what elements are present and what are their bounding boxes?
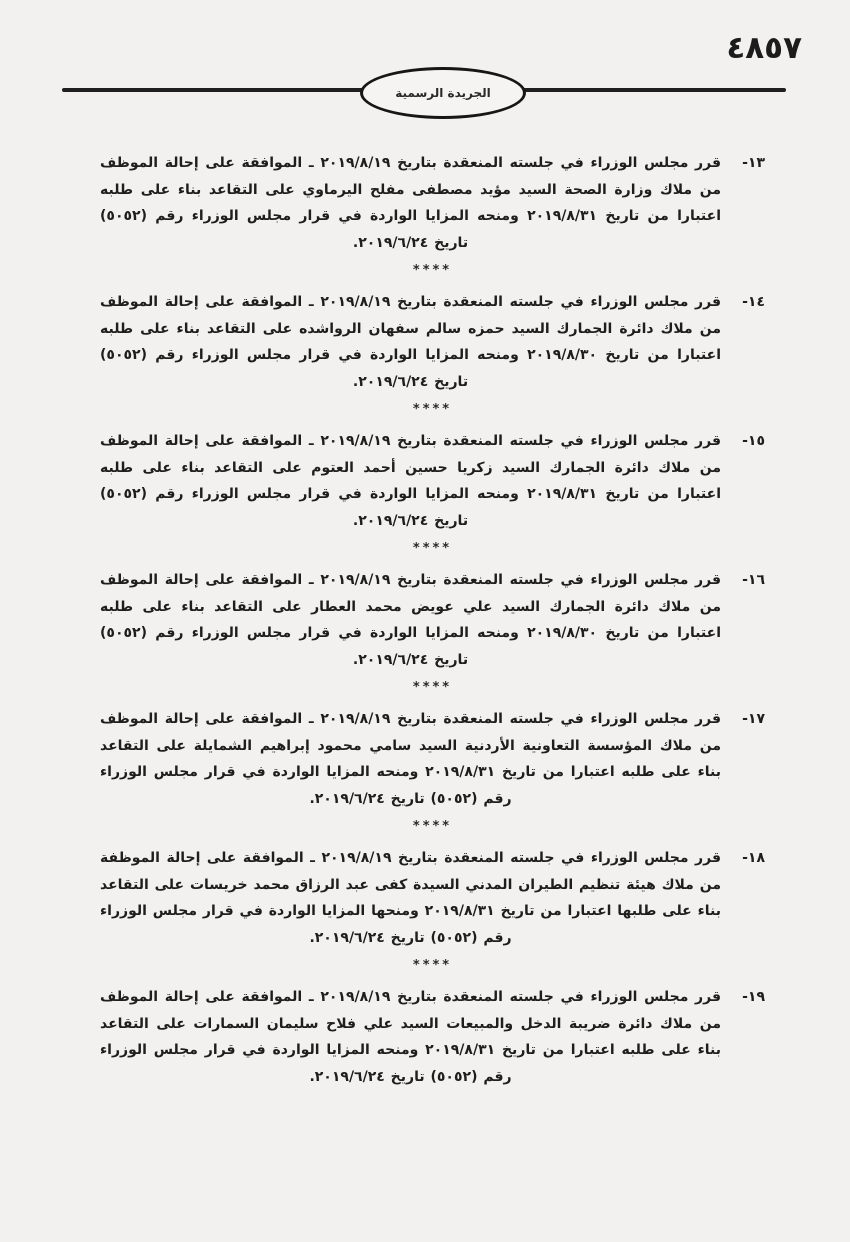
item-number: ١٦- <box>742 572 765 588</box>
item-text: قرر مجلس الوزراء في جلسته المنعقدة بتاريخ ٢٠١٩/٨/١٩ ـ الموافقة على إحالة الموظف من ملاك وزارة الصحة السيد مؤيد مصطفى مفلح اليرماوي على التقاعد بناء على طلبه اعتبارا من تاريخ ٢٠١٩/٨/٣١ ومنحه المزايا الواردة في قرار مجلس الوزراء رقم (٥٠٥٢) تاريخ ٢٠١٩/٦/٢٤. <box>100 155 721 251</box>
item-text: قرر مجلس الوزراء في جلسته المنعقدة بتاريخ ٢٠١٩/٨/١٩ ـ الموافقة على إحالة الموظف من ملاك دائرة الجمارك السيد زكريا حسين أحمد العتوم على التقاعد بناء على طلبه اعتبارا من تاريخ ٢٠١٩/٨/٣١ ومنحه المزايا الواردة في قرار مجلس الوزراء رقم (٥٠٥٢) تاريخ ٢٠١٩/٦/٢٤. <box>100 433 721 529</box>
gazette-title: الجريدة الرسمية <box>395 86 491 100</box>
item-number: ١٣- <box>742 155 765 171</box>
asterisk-separator: **** <box>412 402 453 417</box>
item-number: ١٤- <box>742 294 765 310</box>
asterisk-separator: **** <box>412 680 453 695</box>
asterisk-separator: **** <box>412 958 453 973</box>
header <box>62 86 786 100</box>
item-number: ١٥- <box>742 433 765 449</box>
decision-item <box>100 567 765 673</box>
item-number: ١٩- <box>742 989 765 1005</box>
item-number: ١٨- <box>742 850 765 866</box>
decisions-list <box>100 150 765 1090</box>
decision-item <box>100 428 765 534</box>
asterisk-separator: **** <box>412 819 453 834</box>
item-text: قرر مجلس الوزراء في جلسته المنعقدة بتاريخ ٢٠١٩/٨/١٩ ـ الموافقة على إحالة الموظف من ملاك المؤسسة التعاونية الأردنية السيد سامي محمود إبراهيم الشمايلة على التقاعد بناء على طلبه اعتبارا من تاريخ ٢٠١٩/٨/٣١ ومنحه المزايا الواردة في قرار مجلس الوزراء رقم (٥٠٥٢) تاريخ ٢٠١٩/٦/٢٤. <box>100 711 722 807</box>
item-text: قرر مجلس الوزراء في جلسته المنعقدة بتاريخ ٢٠١٩/٨/١٩ ـ الموافقة على إحالة الموظف من ملاك دائرة الجمارك السيد حمزه سالم سفهان الرواشده على التقاعد بناء على طلبه اعتبارا من تاريخ ٢٠١٩/٨/٣٠ ومنحه المزايا الواردة في قرار مجلس الوزراء رقم (٥٠٥٢) تاريخ ٢٠١٩/٦/٢٤. <box>100 294 721 390</box>
item-text: قرر مجلس الوزراء في جلسته المنعقدة بتاريخ ٢٠١٩/٨/١٩ ـ الموافقة على إحالة الموظف من ملاك دائرة ضريبة الدخل والمبيعات السيد علي فلاح سليمان السمارات على التقاعد بناء على طلبه اعتبارا من تاريخ ٢٠١٩/٨/٣١ ومنحه المزايا الواردة في قرار مجلس الوزراء رقم (٥٠٥٢) تاريخ ٢٠١٩/٦/٢٤. <box>100 989 722 1085</box>
decision-item <box>100 289 765 395</box>
gazette-title-badge <box>360 67 526 119</box>
decision-item <box>100 706 765 812</box>
decision-item <box>100 150 765 256</box>
item-number: ١٧- <box>742 711 765 727</box>
item-text: قرر مجلس الوزراء في جلسته المنعقدة بتاريخ ٢٠١٩/٨/١٩ ـ الموافقة على إحالة الموظفة من ملاك هيئة تنظيم الطيران المدني السيدة كفى عبد الرزاق محمد خريسات على التقاعد بناء على طلبها اعتبارا من تاريخ ٢٠١٩/٨/٣١ ومنحها المزايا الواردة في قرار مجلس الوزراء رقم (٥٠٥٢) تاريخ ٢٠١٩/٦/٢٤. <box>100 850 721 946</box>
page-number: ٤٨٥٧ <box>726 30 802 66</box>
item-text: قرر مجلس الوزراء في جلسته المنعقدة بتاريخ ٢٠١٩/٨/١٩ ـ الموافقة على إحالة الموظف من ملاك دائرة الجمارك السيد علي عويض محمد العطار على التقاعد بناء على طلبه اعتبارا من تاريخ ٢٠١٩/٨/٣٠ ومنحه المزايا الواردة في قرار مجلس الوزراء رقم (٥٠٥٢) تاريخ ٢٠١٩/٦/٢٤. <box>100 572 721 668</box>
decision-item <box>100 845 765 951</box>
asterisk-separator: **** <box>412 541 453 556</box>
asterisk-separator: **** <box>412 263 453 278</box>
decision-item <box>100 984 765 1090</box>
